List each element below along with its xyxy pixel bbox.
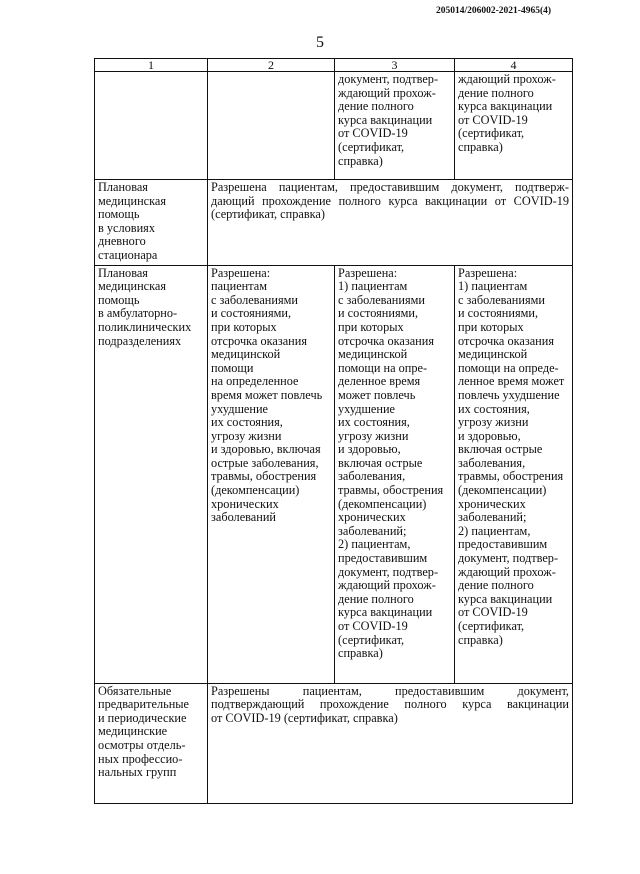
- cell-line: (сертификат,: [338, 632, 405, 647]
- cell-line: (сертификат, справка): [211, 207, 325, 222]
- cell-line: угрозу жизни: [211, 428, 282, 443]
- cell-line: отсрочка оказания: [211, 333, 307, 348]
- cell-line: от COVID-19: [458, 605, 528, 620]
- cell-line: документ, подтвер-: [338, 72, 439, 86]
- cell-line: осмотры отдель-: [98, 737, 186, 752]
- cell-line: и здоровью, включая: [211, 442, 321, 457]
- cell-line: и состояниями,: [338, 306, 419, 321]
- cell-line: заболеваний;: [338, 523, 407, 538]
- row-1-category: [95, 180, 208, 266]
- cell-line: время может повлечь: [211, 387, 323, 402]
- cell-line: нальных групп: [98, 765, 177, 780]
- cell-line: хронических: [211, 496, 279, 511]
- cell-line: медицинской: [211, 347, 281, 362]
- cell-line: подтверждающий прохождение полного курса вакцинации: [211, 697, 569, 712]
- cell-line: Разрешена:: [458, 265, 518, 280]
- cell-line: (декомпенсации): [338, 496, 427, 511]
- cell-line: заболевания,: [338, 469, 406, 484]
- cell-line: в амбулаторно-: [98, 306, 178, 321]
- cell-line: курса вакцинации: [338, 605, 433, 620]
- cell-line: повлечь ухудшение: [458, 387, 560, 402]
- cell-line: стационара: [98, 247, 158, 262]
- cell-line: документ, подтвер-: [338, 564, 439, 579]
- cell-line: от COVID-19: [338, 619, 408, 633]
- cell-line: дающий прохождение полного курса вакцинации от COVID-19: [211, 193, 569, 208]
- cell-line: поликлинических: [98, 319, 192, 334]
- cell-line: Обязательные: [98, 683, 172, 698]
- cell-line: справка): [338, 153, 383, 168]
- cell-line: хронических: [338, 510, 406, 525]
- cell-line: отсрочка оказания: [458, 333, 554, 348]
- cell-line: и периодические: [98, 710, 187, 725]
- cell-line: (сертификат,: [458, 126, 525, 141]
- cell-line: помощи на опреде-: [458, 360, 559, 375]
- cell-line: справка): [458, 139, 503, 154]
- cell-line: их состояния,: [458, 401, 530, 416]
- cell-line: дение полного: [458, 85, 534, 100]
- cell-line: травмы, обострения: [338, 483, 444, 498]
- cell-line: их состояния,: [211, 415, 283, 430]
- column-header-4: 4: [455, 59, 573, 72]
- row-3-category: [95, 683, 208, 803]
- cell-line: включая острые: [458, 442, 543, 457]
- cell-line: ухудшение: [338, 401, 396, 416]
- cell-line: 2) пациентам,: [458, 523, 531, 538]
- cell-line: курса вакцинации: [458, 99, 553, 114]
- column-header-1: 1: [95, 59, 208, 72]
- cell-line: Разрешены пациентам, предоставившим документ,: [211, 683, 569, 698]
- cell-line: ждающий прохож-: [338, 85, 436, 100]
- table-row: [95, 265, 573, 683]
- cell-line: Плановая: [98, 265, 148, 280]
- cell-line: (сертификат,: [338, 139, 405, 154]
- cell-line: курса вакцинации: [458, 591, 553, 606]
- cell-line: при которых: [338, 319, 404, 334]
- cell-line: 1) пациентам: [458, 279, 528, 294]
- row-0-col-3: [335, 72, 455, 180]
- cell-line: документ, подтвер-: [458, 551, 559, 566]
- cell-line: помощь: [98, 207, 140, 222]
- cell-line: угрозу жизни: [338, 428, 409, 443]
- cell-line: помощи: [211, 360, 254, 375]
- table-header-row: [95, 59, 573, 72]
- table-row: [95, 683, 573, 803]
- cell-line: помощи на опре-: [338, 360, 428, 375]
- cell-line: и состояниями,: [211, 306, 292, 321]
- cell-line: травмы, обострения: [458, 469, 564, 484]
- cell-line: ленное время может: [458, 374, 565, 389]
- cell-line: предоставившим: [458, 537, 548, 552]
- cell-line: справка): [458, 632, 503, 647]
- cell-line: (декомпенсации): [458, 483, 547, 498]
- cell-line: заболеваний;: [458, 510, 527, 525]
- cell-line: и здоровью,: [338, 442, 401, 457]
- cell-line: 2) пациентам,: [338, 537, 411, 552]
- cell-line: дение полного: [458, 578, 534, 593]
- cell-line: острые заболевания,: [211, 455, 319, 470]
- cell-line: с заболеваниями: [338, 292, 425, 307]
- cell-line: Плановая: [98, 180, 148, 194]
- column-header-3: 3: [335, 59, 455, 72]
- regulation-table: [94, 58, 573, 804]
- cell-line: (сертификат,: [458, 619, 525, 633]
- cell-line: их состояния,: [338, 415, 410, 430]
- row-0-col-1: [95, 72, 208, 180]
- cell-line: и здоровью,: [458, 428, 521, 443]
- cell-line: дение полного: [338, 591, 414, 606]
- row-2-col-2: [208, 265, 335, 683]
- cell-line: травмы, обострения: [211, 469, 317, 484]
- cell-line: дневного: [98, 234, 146, 249]
- cell-line: угрозу жизни: [458, 415, 529, 430]
- cell-line: от COVID-19: [458, 112, 528, 127]
- cell-line: хронических: [458, 496, 526, 511]
- cell-line: Разрешена пациентам, предоставившим документ, подтверж-: [211, 180, 569, 194]
- cell-line: подразделениях: [98, 333, 182, 348]
- cell-line: курса вакцинации: [338, 112, 433, 127]
- cell-line: при которых: [458, 319, 524, 334]
- cell-line: 1) пациентам: [338, 279, 408, 294]
- page-number: 5: [316, 34, 324, 51]
- cell-line: с заболеваниями: [211, 292, 298, 307]
- cell-line: заболеваний: [211, 510, 276, 525]
- cell-line: при которых: [211, 319, 277, 334]
- row-2-col-4: [455, 265, 573, 683]
- row-0-col-2: [208, 72, 335, 180]
- cell-line: медицинские: [98, 724, 168, 739]
- cell-line: медицинская: [98, 193, 167, 208]
- cell-line: медицинская: [98, 279, 167, 294]
- cell-line: заболевания,: [458, 455, 526, 470]
- cell-line: может повлечь: [338, 387, 416, 402]
- cell-line: справка): [338, 646, 383, 661]
- cell-line: деленное время: [338, 374, 421, 389]
- table-row: [95, 72, 573, 180]
- cell-line: от COVID-19: [338, 126, 408, 141]
- column-header-2: 2: [208, 59, 335, 72]
- cell-line: медицинской: [338, 347, 408, 362]
- row-0-col-4: [455, 72, 573, 180]
- cell-line: Разрешена:: [211, 265, 271, 280]
- cell-line: ждающий прохож-: [458, 72, 556, 86]
- cell-line: пациентам: [211, 279, 268, 294]
- cell-line: ухудшение: [211, 401, 269, 416]
- row-1-merged-text: [208, 180, 573, 266]
- cell-line: дение полного: [338, 99, 414, 114]
- cell-line: ждающий прохож-: [338, 578, 436, 593]
- row-2-col-3: [335, 265, 455, 683]
- row-3-merged-text: [208, 683, 573, 803]
- row-2-category: [95, 265, 208, 683]
- cell-line: предварительные: [98, 697, 189, 712]
- cell-line: и состояниями,: [458, 306, 539, 321]
- cell-line: на определенное: [211, 374, 299, 389]
- cell-line: с заболеваниями: [458, 292, 545, 307]
- cell-line: медицинской: [458, 347, 528, 362]
- cell-line: в условиях: [98, 220, 155, 235]
- cell-line: ждающий прохож-: [458, 564, 556, 579]
- cell-line: Разрешена:: [338, 265, 398, 280]
- cell-line: помощь: [98, 292, 140, 307]
- cell-line: от COVID-19 (сертификат, справка): [211, 710, 398, 725]
- cell-line: включая острые: [338, 455, 423, 470]
- cell-line: отсрочка оказания: [338, 333, 434, 348]
- cell-line: ных профессио-: [98, 751, 183, 766]
- table-row: [95, 180, 573, 266]
- cell-line: предоставившим: [338, 551, 428, 566]
- document-number: 205014/206002-2021-4965(4): [436, 6, 552, 16]
- cell-line: (декомпенсации): [211, 483, 300, 498]
